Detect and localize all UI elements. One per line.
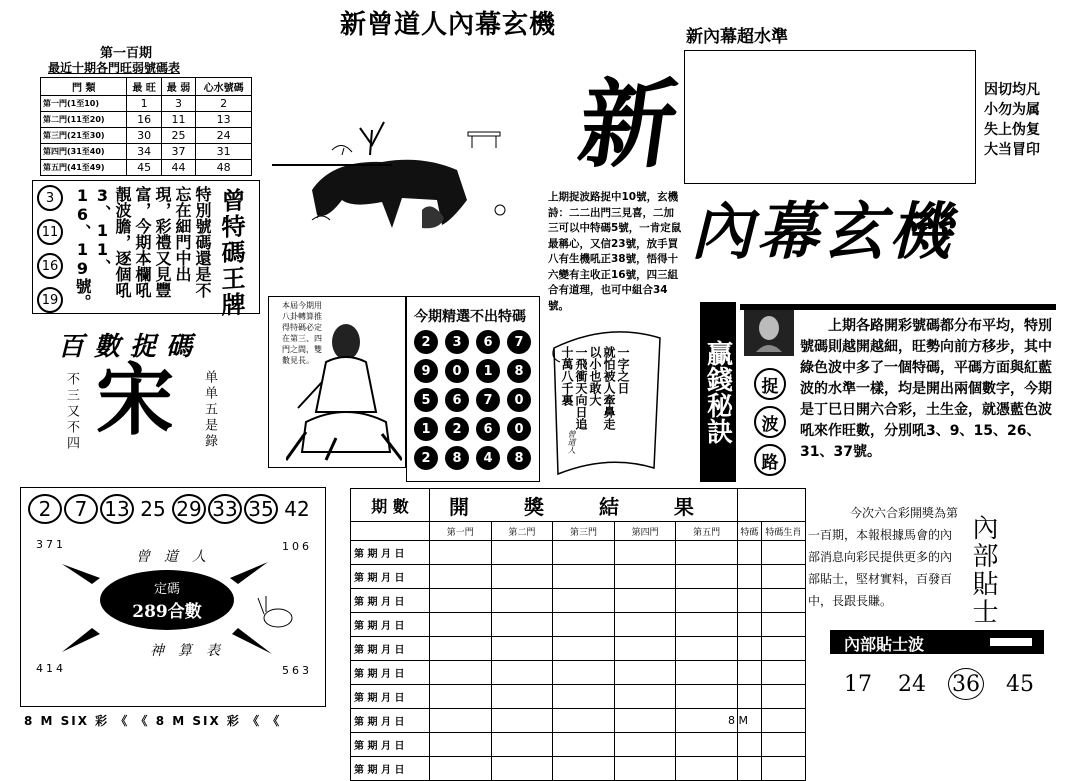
results-cell [491,565,553,589]
main-title: 新曾道人內幕玄機 [340,10,557,40]
results-cell [761,685,805,709]
no-special-ball: 8 [507,359,531,383]
results-cell [553,685,615,709]
door-label: 第四門(31至40) [41,144,127,160]
results-header-row [351,522,806,541]
results-cell [676,565,738,589]
col-hot: 最 旺 [127,78,161,96]
results-col: 第五門 [676,522,738,541]
top-number-row [28,494,328,524]
results-cell [761,733,805,757]
corner-tl: 371 [36,538,66,551]
no-special-ball: 5 [414,388,438,412]
results-col: 第二門 [491,522,553,541]
results-cell [676,541,738,565]
results-cell [614,565,676,589]
door-table [40,77,252,176]
results-cell [737,565,761,589]
results-cell [491,757,553,781]
results-cell [491,709,553,733]
results-cell [614,589,676,613]
calc-top-label: 曾道人 [136,549,220,565]
no-special-ball: 2 [414,330,438,354]
ox-illustration [272,100,532,260]
door-hot: 45 [127,160,161,176]
results-col: 特碼 [737,522,761,541]
tips-badge: 內部貼士 [968,514,998,626]
baishu-right-note: 单单五是錄 [202,370,217,450]
results-col: 第一門 [430,522,492,541]
results-cell [430,733,492,757]
results-row [351,613,806,637]
results-cell [737,733,761,757]
woman-figure [286,312,402,462]
results-cell [491,541,553,565]
results-cell [676,589,738,613]
door-table-row [41,112,252,128]
results-title-row [351,489,806,522]
results-cell [553,733,615,757]
results-row-label: 第 期 月 日 [351,613,430,637]
scroll-line-5: 十萬八千裏 [560,346,574,406]
results-cell [676,637,738,661]
door-cold: 3 [161,96,195,112]
special-line-1: 11、16、19號。 [73,186,112,310]
scroll-seal: 曾道人 [567,430,576,454]
results-cell [737,661,761,685]
results-cell [737,613,761,637]
no-special-ball: 8 [445,446,469,470]
results-cell [491,589,553,613]
results-cell [614,661,676,685]
circled-number: 19 [37,287,63,313]
results-cell [761,613,805,637]
footer-right: 8 M [728,714,748,727]
results-cell [614,757,676,781]
top-number: 2 [28,494,62,524]
results-cell [491,661,553,685]
results-cell [553,757,615,781]
corner-br: 563 [282,664,312,677]
results-cell [676,757,738,781]
door-table-row [41,96,252,112]
results-row-label: 第 期 月 日 [351,709,430,733]
results-col: 特碼生肖 [761,522,805,541]
results-cell [614,685,676,709]
results-cell [676,685,738,709]
results-title-left: 期 數 [351,489,430,522]
circled-number-list [37,185,63,321]
results-row [351,685,806,709]
col-pick: 心水號碼 [196,78,252,96]
oval-value: 289合數 [132,602,202,622]
results-cell [761,565,805,589]
results-row-label: 第 期 月 日 [351,661,430,685]
door-label: 第一門(1至10) [41,96,127,112]
results-cell [430,661,492,685]
footer-strip: 8 M SIX 彩 《 《 8 M SIX 彩 《 《 [24,714,282,728]
tips-numbers [840,668,1038,700]
results-row-label: 第 期 月 日 [351,757,430,781]
door-label: 第五門(41至49) [41,160,127,176]
bench-icon [466,128,502,150]
corner-bl: 414 [36,662,66,675]
tips-bar-label: 內部貼士波 [844,635,925,654]
top-right-title: 新內幕超水準 [686,27,788,47]
results-cell [614,613,676,637]
no-special-ball: 8 [507,446,531,470]
door-hot: 16 [127,112,161,128]
no-special-ball: 6 [476,417,500,441]
results-cell [430,637,492,661]
scroll-line-3: 以小也敢大 [588,346,602,406]
baishu-big-char: 宋 [96,355,175,446]
win-secret-title: 贏錢秘訣 [700,302,736,482]
results-cell [614,709,676,733]
results-cell [553,613,615,637]
side-char-list [984,80,1040,160]
corner-tr: 106 [282,540,312,553]
side-chars-3: 失上伪复 [984,122,1040,138]
results-col: 第四門 [614,522,676,541]
results-cell [761,637,805,661]
results-cell [737,637,761,661]
results-cell [553,565,615,589]
oval-title: 定碼 [153,582,180,597]
results-row [351,589,806,613]
results-row-label: 第 期 月 日 [351,565,430,589]
no-special-ball: 2 [445,417,469,441]
results-cell [553,637,615,661]
no-special-ball: 0 [445,359,469,383]
win-secret-sub-char: 路 [754,444,786,476]
win-secret-sub-char: 波 [754,406,786,438]
results-cell [491,733,553,757]
door-cold: 25 [161,128,195,144]
no-special-ball: 4 [476,446,500,470]
no-special-ball: 0 [507,417,531,441]
door-cold: 44 [161,160,195,176]
results-row [351,565,806,589]
circled-number: 3 [37,185,63,211]
no-special-ball: 2 [414,446,438,470]
top-number: 13 [100,494,134,524]
results-cell [430,541,492,565]
results-row [351,661,806,685]
top-number: 35 [244,494,278,524]
results-cell [761,661,805,685]
door-table-header [41,78,252,96]
results-cell [553,589,615,613]
results-cell [676,661,738,685]
door-label: 第三門(21至30) [41,128,127,144]
scroll-line-4: 一飛衝天向日追 [574,346,588,430]
big-new-char: 新 [572,69,684,181]
side-chars-4: 大当冒印 [984,142,1040,158]
scroll-line-2: 就怕被人牽鼻走 [602,346,616,430]
results-row [351,757,806,781]
win-secret-sub [754,368,786,482]
no-special-ball: 0 [507,388,531,412]
results-cell [491,637,553,661]
top-number: 33 [208,494,242,524]
results-row [351,733,806,757]
no-special-ball: 7 [476,388,500,412]
results-cell [737,685,761,709]
fortune-note: 本屆今期用八卦轉算推得特碼必定在第三、四門之間，雙數見長。 [282,301,322,365]
special-vertical-title: 曾特碼王牌 [217,187,245,320]
special-line-6: 特別號碼還是不 [193,186,212,298]
top-number: 25 [140,497,166,521]
baishu-left-note: 不三又不四 [64,372,79,452]
results-cell [614,733,676,757]
calc-bottom-label: 神算表 [150,643,234,659]
no-special-grid [414,330,536,470]
special-text [72,186,212,310]
door-cold: 11 [161,112,195,128]
issue-subtitle: 最近十期各門旺弱號碼表 [48,61,181,75]
results-cell [491,685,553,709]
results-table [350,488,806,781]
col-door: 門 類 [41,78,127,96]
results-row [351,637,806,661]
special-line-3: ，今期本欄吼靚 [113,186,152,298]
results-row-label: 第 期 月 日 [351,637,430,661]
no-special-ball: 1 [476,359,500,383]
no-special-ball: 6 [445,388,469,412]
circled-number: 16 [37,253,63,279]
results-row-label: 第 期 月 日 [351,589,430,613]
results-cell [737,589,761,613]
results-title-right: 開 獎 結 果 [430,489,738,522]
portrait-face-icon [752,312,786,352]
door-label: 第二門(11至20) [41,112,127,128]
win-secret-text: 上期各路開彩號碼都分布平均，特別號碼則越開越細，旺勢向前方移步，其中綠色波中多了一個特碼，平碼方面與紅藍波的水準一樣，均是開出兩個數字，今期是丁巳日開六合彩，土生金，就憑藍色波吼來作旺數，分別吼3、9、15、26、31、37號。 [800,318,1052,460]
results-cell [430,589,492,613]
door-pick: 2 [196,96,252,112]
baishu-title: 百數捉碼 [58,332,203,362]
door-pick: 13 [196,112,252,128]
door-hot: 1 [127,96,161,112]
special-line-4: ，彩禮又見豐富 [133,186,172,298]
side-chars-2: 小勿为属 [984,102,1040,118]
rabbit-icon [252,592,298,632]
results-row-label: 第 期 月 日 [351,685,430,709]
special-line-5: 忘在細門中出現 [153,186,192,282]
results-cell [761,589,805,613]
no-special-ball: 7 [507,330,531,354]
no-special-ball: 1 [414,417,438,441]
results-cell [491,613,553,637]
door-hot: 30 [127,128,161,144]
door-table-row [41,144,252,160]
results-cell [676,733,738,757]
results-row-label: 第 期 月 日 [351,733,430,757]
tip-number: 36 [948,668,984,700]
results-cell [737,757,761,781]
top-number: 42 [284,497,310,521]
top-number: 29 [172,494,206,524]
no-special-ball: 3 [445,330,469,354]
door-table-row [41,160,252,176]
tip-number: 45 [1006,671,1034,697]
results-cell [761,541,805,565]
side-chars-1: 因切均凡 [984,82,1040,98]
results-cell [430,565,492,589]
col-cold: 最 弱 [161,78,195,96]
tips-intro: 今次六合彩開獎為第一百期，本報根據馬會的內部消息向彩民提供更多的內部貼士，堅材實料，百發百中，長跟長賺。 [808,506,959,608]
sum-oval [100,570,234,630]
special-line-2: 波膽，逐個吼3、 [93,186,132,298]
results-cell [614,637,676,661]
results-cell [430,685,492,709]
big-title: 內幕玄機 [687,195,970,268]
top-right-blank-box [684,50,976,184]
results-cell [430,709,492,733]
door-pick: 31 [196,144,252,160]
results-row [351,541,806,565]
scroll-line-1: 一字之日 [616,346,630,394]
results-cell [737,541,761,565]
results-cell [430,613,492,637]
results-col: 第三門 [553,522,615,541]
tip-number: 17 [844,671,872,697]
results-cell [614,541,676,565]
door-hot: 34 [127,144,161,160]
results-cell [761,757,805,781]
door-pick: 24 [196,128,252,144]
circled-number: 11 [37,219,63,245]
top-number: 7 [64,494,98,524]
results-cell [553,709,615,733]
no-special-title: 今期精選不出特碼 [414,309,526,325]
door-cold: 37 [161,144,195,160]
results-cell [761,709,805,733]
door-table-row [41,128,252,144]
results-cell [676,613,738,637]
win-secret-sub-char: 捉 [754,368,786,400]
results-cell [553,661,615,685]
door-pick: 48 [196,160,252,176]
results-cell [553,541,615,565]
issue-period: 第一百期 [100,46,153,61]
results-row-label: 第 期 月 日 [351,541,430,565]
no-special-ball: 6 [476,330,500,354]
results-cell [430,757,492,781]
poem-text: 上期捉波路捉中10號，玄機詩：二二出門三見喜，二加三可以中特碼5號，一肯定鼠最稱心，又信23號，放手買八有生機吼正38號，悟得十六變有主收正16號，四三組合有道理，也可中組合34號。 [548,191,682,312]
no-special-ball: 9 [414,359,438,383]
tip-number: 24 [898,671,926,697]
